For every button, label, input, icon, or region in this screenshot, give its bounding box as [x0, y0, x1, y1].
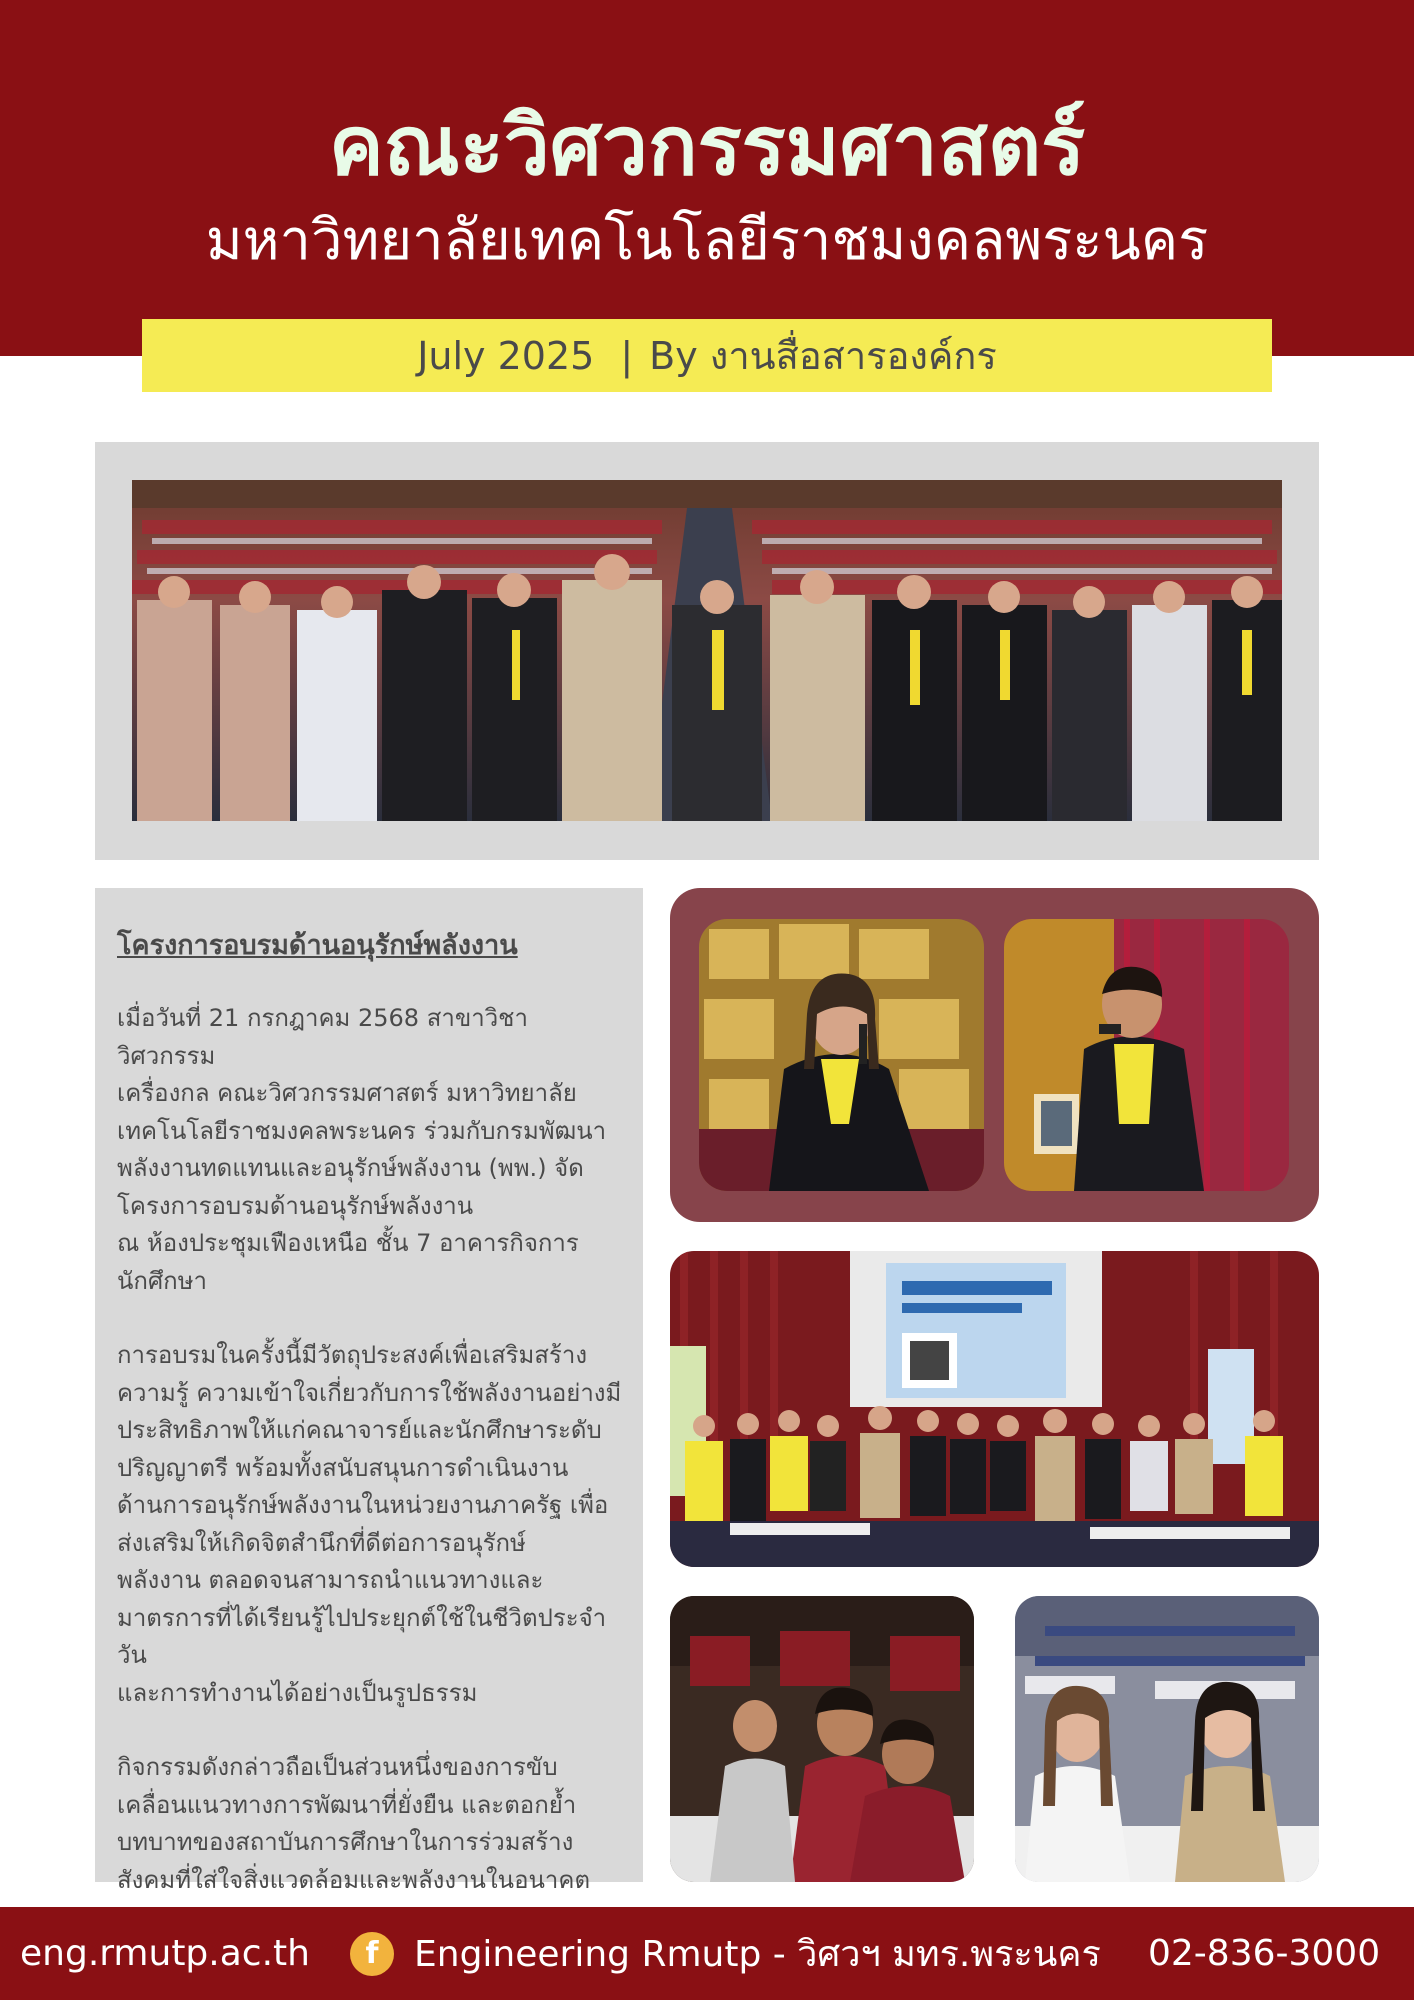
university-subtitle: มหาวิทยาลัยเทคโนโลยีราชมงคลพระนคร: [205, 208, 1209, 273]
facebook-icon: f: [350, 1932, 394, 1976]
article-paragraph-1: เมื่อวันที่ 21 กรกฎาคม 2568 สาขาวิชาวิศวกรรม เครื่องกล คณะวิศวกรรมศาสตร์ มหาวิทยาลัย เทคโนโลยีราชมงคลพระนคร ร่วมกับกรมพัฒนา พลังงานทดแทนและอนุรักษ์พลังงาน (พพ.) จัด โครงการอบรมด้านอนุรักษ์พลังงาน ณ ห้องประชุมเฟืองเหนือ ชั้น 7 อาคารกิจการ นักศึกษา: [117, 1004, 607, 1295]
article-textbox: [95, 888, 643, 1894]
faculty-title: คณะวิศวกรรมศาสตร์: [328, 99, 1086, 194]
group-photo: [132, 480, 1282, 821]
article-paragraph-3: กิจกรรมดังกล่าวถือเป็นส่วนหนึ่งของการขับ เคลื่อนแนวทางการพัฒนาที่ยั่งยืน และตอกย้ำ บทบาทของสถาบันการศึกษาในการร่วมสร้าง สังคมที่ใส่ใจสิ่งแวดล้อมและพลังงานในอนาคต: [117, 1753, 591, 1894]
dateline-separator: |: [620, 333, 634, 378]
header-banner: [0, 0, 1414, 356]
article-title: โครงการอบรมด้านอนุรักษ์พลังงาน: [117, 930, 518, 961]
byline-text: By งานสื่อสารองค์กร: [649, 334, 997, 378]
dateline-band: [142, 319, 1272, 392]
speaker-woman-photo: [699, 919, 984, 1191]
speaker-man-photo: [1004, 919, 1289, 1191]
article-paragraph-2: การอบรมในครั้งนี้มีวัตถุประสงค์เพื่อเสริมสร้าง ความรู้ ความเข้าใจเกี่ยวกับการใช้พลังงานอย่างมี ประสิทธิภาพให้แก่คณาจารย์และนักศึกษาระดับ ปริญญาตรี พร้อมทั้งสนับสนุนการดำเนินงาน ด้านการอนุรักษ์พลังงานในหน่วยงานภาครัฐ เพื่อ ส่งเสริมให้เกิดจิตสำนึกที่ดีต่อการอนุรักษ์ พลังงาน ตลอดจนสามารถนำแนวทางและ มาตรการที่ได้เรียนรู้ไปประยุกต์ใช้ในชีวิตประจำวัน และการทำงานได้อย่างเป็นรูปธรรม: [117, 1341, 622, 1707]
stage-group-photo: [670, 1251, 1319, 1567]
facebook-page-name: Engineering Rmutp - วิศวฯ มทร.พระนคร: [414, 1934, 1101, 1975]
footer-bar: [0, 1907, 1414, 2000]
audience-women-photo: [1015, 1596, 1319, 1882]
audience-men-photo: [670, 1596, 974, 1882]
website-link[interactable]: eng.rmutp.ac.th: [20, 1933, 310, 1974]
phone-number[interactable]: 02-836-3000: [1148, 1933, 1381, 1974]
facebook-link[interactable]: [350, 1907, 1101, 2000]
date-text: July 2025: [417, 333, 595, 378]
